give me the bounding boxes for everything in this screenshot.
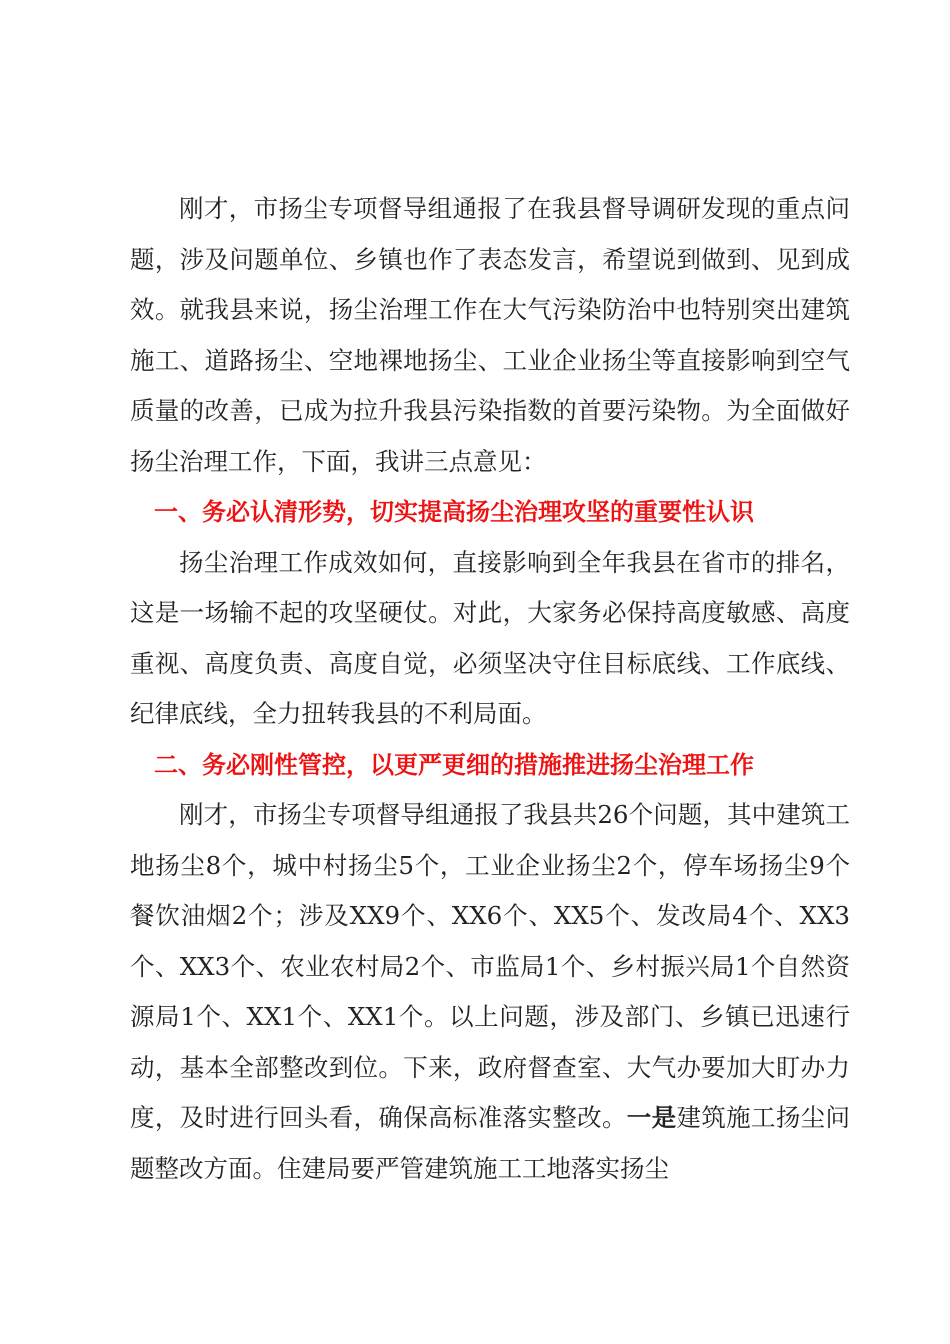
section-heading-2: 二、务必刚性管控，以更严更细的措施推进扬尘治理工作: [154, 750, 754, 779]
section-heading-1: 一、务必认清形势，切实提高扬尘治理攻坚的重要性认识: [154, 498, 754, 526]
emphasis-first-point: 一是: [626, 1103, 677, 1132]
paragraph-intro: 刚才，市扬尘专项督导组通报了在我县督导调研发现的重点问题，涉及问题单位、乡镇也作了表态发言，希望说到做到、见到成效。就我县来说，扬尘治理工作在大气污染防治中也特别突出建筑施工、道路扬尘、空地裸地扬尘、工业企业扬尘等直接影响到空气质量的改善，已成为拉升我县污染指数的首要污染物。为全面做好扬尘治理工作，下面，我讲三点意见：: [130, 194, 850, 476]
document-body: [130, 184, 850, 1194]
paragraph-section-2-text: 刚才，市扬尘专项督导组通报了我县共26个问题，其中建筑工地扬尘8个，城中村扬尘5个，工业企业扬尘2个，停车场扬尘9个餐饮油烟2个；涉及XX9个、XX6个、XX5个、发改局4个、XX3个、XX3个、农业农村局2个、市监局1个、乡村振兴局1个自然资源局1个、XX1个、XX1个。以上问题，涉及部门、乡镇已迅速行动，基本全部整改到位。下来，政府督查室、大气办要加大盯办力度，及时进行回头看，确保高标准落实整改。: [130, 800, 850, 1132]
paragraph-section-2-continuation: 建筑施工扬尘问题整改方面。住建局要严管建筑施工工地落实扬尘: [130, 1103, 851, 1183]
paragraph-section-1: 扬尘治理工作成效如何，直接影响到全年我县在省市的排名，这是一场输不起的攻坚硬仗。对此，大家务必保持高度敏感、高度重视、高度负责、高度自觉，必须坚决守住目标底线、工作底线、纪律底线，全力扭转我县的不利局面。: [130, 547, 850, 728]
paragraph-section-2: [130, 790, 850, 1194]
